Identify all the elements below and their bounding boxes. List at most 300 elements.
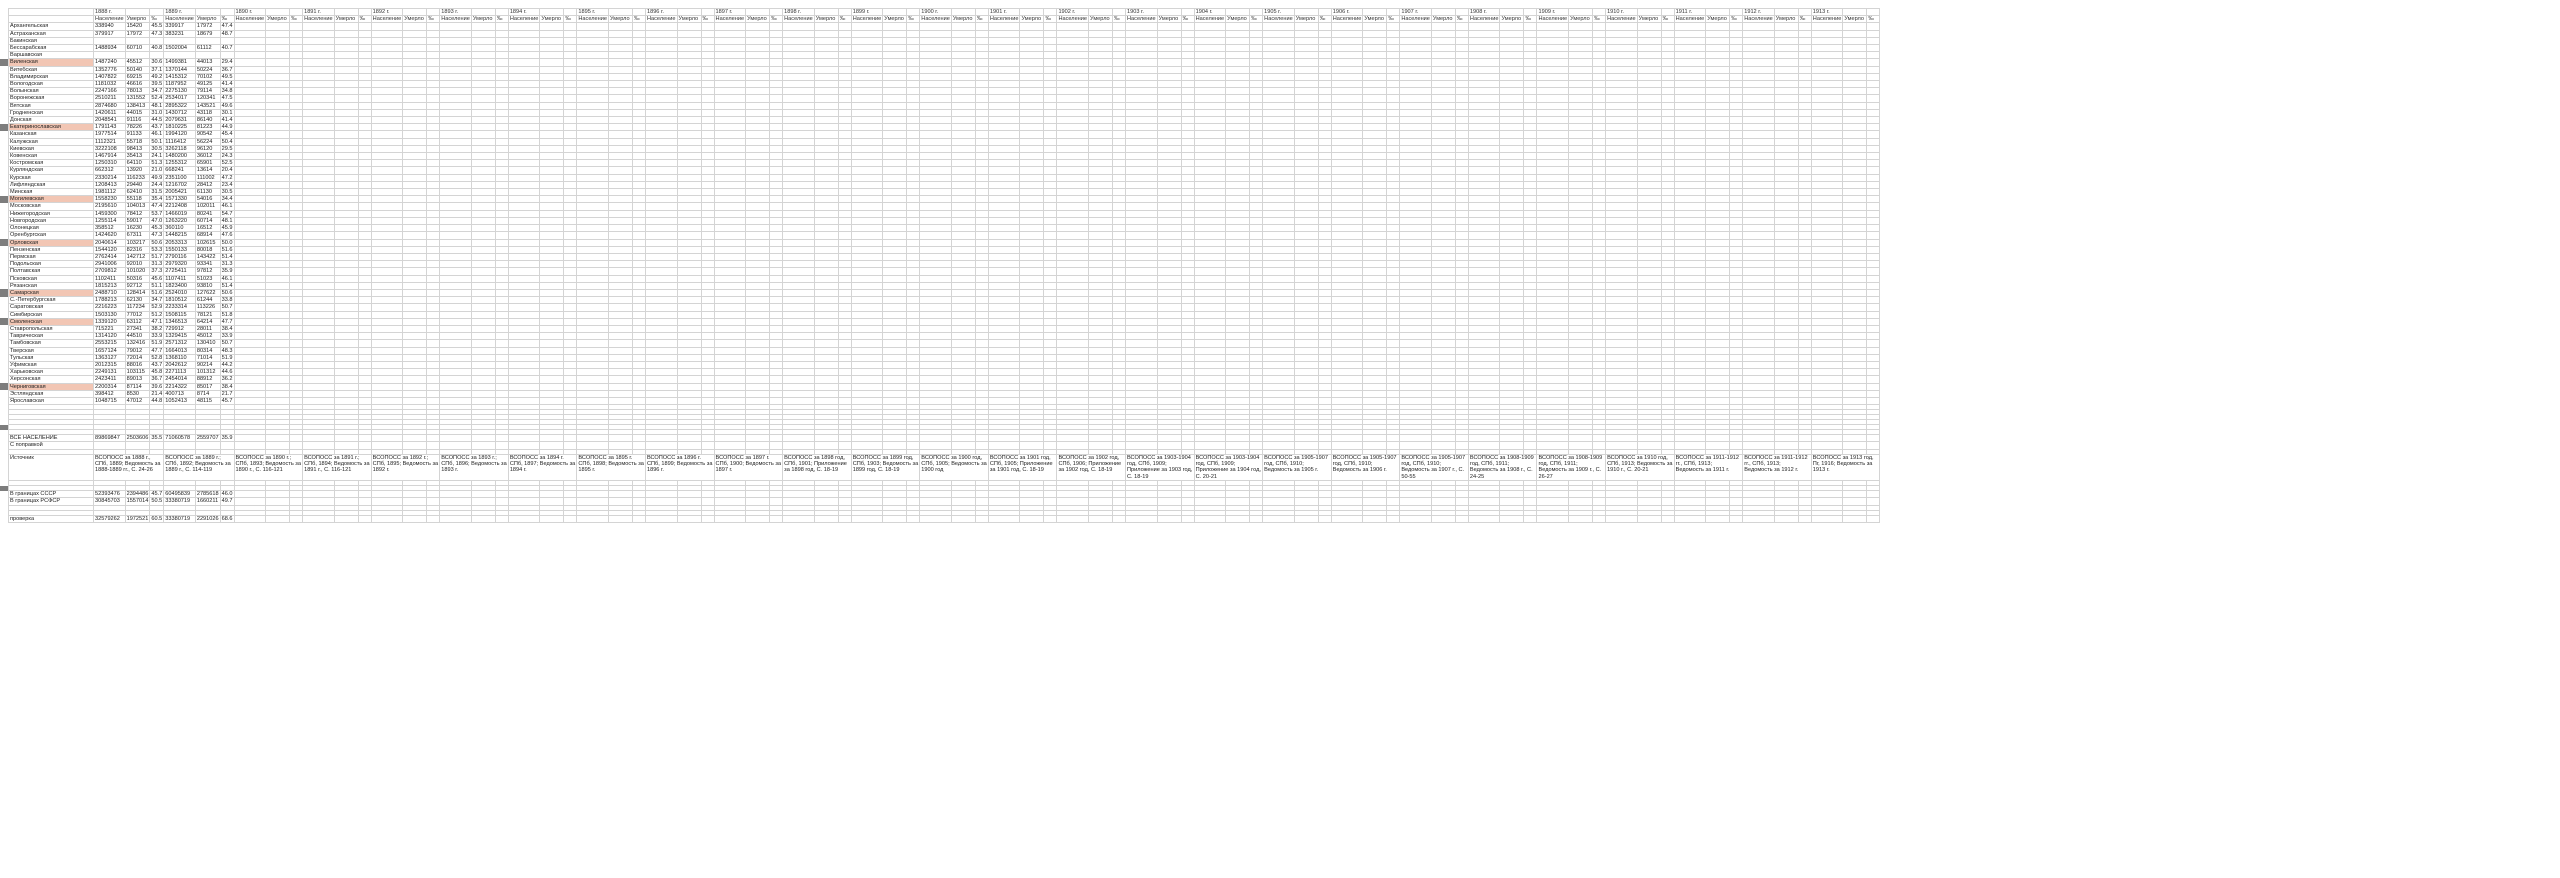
rate-cell[interactable] — [1181, 160, 1194, 167]
rate-cell[interactable] — [1798, 297, 1811, 304]
population-cell[interactable] — [577, 361, 609, 368]
deaths-cell[interactable] — [608, 102, 632, 109]
deaths-cell[interactable]: 44510 — [125, 333, 150, 340]
deaths-cell[interactable] — [1843, 232, 1867, 239]
rate-cell[interactable] — [495, 37, 508, 44]
population-cell[interactable] — [371, 383, 403, 390]
rate-cell[interactable] — [1455, 109, 1468, 116]
rate-cell[interactable] — [1044, 174, 1057, 181]
rate-cell[interactable]: 31.3 — [151, 261, 163, 268]
population-cell[interactable] — [851, 37, 883, 44]
col-header-population[interactable]: Население — [1264, 16, 1293, 23]
deaths-cell[interactable] — [1157, 124, 1181, 131]
population-cell[interactable]: 379917 — [94, 30, 126, 37]
deaths-cell[interactable] — [608, 297, 632, 304]
population-cell[interactable] — [1400, 95, 1432, 102]
region-name[interactable]: Самарская — [9, 289, 94, 296]
rate-cell[interactable] — [1113, 354, 1126, 361]
rate-cell[interactable] — [358, 304, 371, 311]
rate-cell[interactable] — [838, 347, 851, 354]
deaths-cell[interactable] — [746, 210, 770, 217]
rate-cell[interactable] — [1113, 117, 1126, 124]
population-cell[interactable] — [1126, 189, 1158, 196]
rate-cell[interactable] — [907, 217, 920, 224]
deaths-cell[interactable] — [814, 167, 838, 174]
deaths-cell[interactable] — [1637, 397, 1661, 404]
population-cell[interactable] — [1606, 376, 1638, 383]
deaths-cell[interactable] — [883, 73, 907, 80]
deaths-cell[interactable] — [334, 325, 358, 332]
population-cell[interactable] — [303, 109, 335, 116]
population-cell[interactable] — [783, 261, 815, 268]
deaths-cell[interactable] — [1020, 289, 1044, 296]
population-cell[interactable] — [440, 131, 472, 138]
deaths-cell[interactable] — [334, 333, 358, 340]
rate-cell[interactable]: 36.2 — [221, 376, 233, 383]
rate-cell[interactable] — [975, 81, 988, 88]
population-cell[interactable] — [783, 30, 815, 37]
totals-row-value[interactable] — [1706, 435, 1730, 442]
deaths-cell[interactable] — [540, 37, 564, 44]
rate-cell[interactable] — [975, 124, 988, 131]
rate-cell[interactable] — [838, 311, 851, 318]
population-cell[interactable] — [94, 52, 126, 59]
rate-cell[interactable] — [290, 131, 303, 138]
rate-cell[interactable] — [358, 73, 371, 80]
population-cell[interactable] — [1811, 210, 1843, 217]
deaths-cell[interactable] — [1637, 390, 1661, 397]
rate-cell[interactable] — [1181, 153, 1194, 160]
deaths-cell[interactable] — [1020, 167, 1044, 174]
deaths-cell[interactable]: 113226 — [195, 304, 220, 311]
population-cell[interactable] — [645, 160, 677, 167]
population-cell[interactable] — [1126, 95, 1158, 102]
rate-cell[interactable] — [907, 203, 920, 210]
deaths-cell[interactable] — [746, 181, 770, 188]
population-cell[interactable] — [440, 311, 472, 318]
cell[interactable] — [1181, 9, 1194, 16]
year-header[interactable]: 1902 г. — [1057, 9, 1089, 16]
deaths-cell[interactable] — [403, 30, 427, 37]
deaths-cell[interactable] — [1569, 297, 1593, 304]
rate-cell[interactable]: 53.7 — [151, 210, 163, 217]
rate-cell[interactable] — [1593, 289, 1606, 296]
deaths-cell[interactable] — [608, 174, 632, 181]
population-cell[interactable] — [1194, 239, 1226, 246]
rate-cell[interactable] — [495, 138, 508, 145]
population-cell[interactable] — [988, 52, 1020, 59]
population-cell[interactable] — [1537, 124, 1569, 131]
rate-cell[interactable] — [838, 66, 851, 73]
population-cell[interactable] — [1194, 347, 1226, 354]
population-cell[interactable] — [783, 354, 815, 361]
population-cell[interactable] — [714, 196, 746, 203]
population-cell[interactable] — [920, 261, 952, 268]
deaths-cell[interactable] — [540, 333, 564, 340]
deaths-cell[interactable] — [1089, 261, 1113, 268]
rate-cell[interactable] — [290, 189, 303, 196]
rate-cell[interactable] — [1044, 304, 1057, 311]
rate-cell[interactable] — [1661, 340, 1674, 347]
deaths-cell[interactable] — [1637, 66, 1661, 73]
rate-cell[interactable] — [1867, 225, 1880, 232]
deaths-cell[interactable] — [1843, 225, 1867, 232]
rate-cell[interactable]: 51.7 — [151, 253, 163, 260]
deaths-cell[interactable] — [814, 145, 838, 152]
deaths-cell[interactable] — [1637, 153, 1661, 160]
population-cell[interactable] — [645, 253, 677, 260]
cell[interactable] — [440, 442, 472, 449]
population-cell[interactable]: 729912 — [164, 325, 196, 332]
population-cell[interactable] — [714, 304, 746, 311]
rate-cell[interactable]: 44.8 — [151, 397, 163, 404]
rate-cell[interactable] — [701, 181, 714, 188]
rate-cell[interactable] — [1113, 253, 1126, 260]
rate-cell[interactable] — [1661, 203, 1674, 210]
population-cell[interactable] — [1674, 275, 1706, 282]
col-header-population[interactable]: Население — [715, 16, 745, 23]
deaths-cell[interactable] — [1637, 88, 1661, 95]
rate-cell[interactable] — [975, 145, 988, 152]
rate-cell[interactable] — [1387, 282, 1400, 289]
population-cell[interactable] — [577, 333, 609, 340]
population-cell[interactable] — [1126, 81, 1158, 88]
population-cell[interactable]: 2895322 — [164, 102, 196, 109]
population-cell[interactable] — [234, 138, 266, 145]
population-cell[interactable] — [234, 239, 266, 246]
rate-cell[interactable] — [1455, 333, 1468, 340]
rate-cell[interactable] — [1455, 289, 1468, 296]
rate-cell[interactable] — [770, 117, 783, 124]
rate-cell[interactable] — [701, 397, 714, 404]
rate-cell[interactable] — [1524, 45, 1537, 52]
deaths-cell[interactable] — [677, 109, 701, 116]
population-cell[interactable] — [1674, 189, 1706, 196]
population-cell[interactable] — [851, 253, 883, 260]
rate-cell[interactable] — [907, 289, 920, 296]
cell[interactable] — [564, 9, 577, 16]
population-cell[interactable] — [714, 232, 746, 239]
population-cell[interactable] — [1057, 261, 1089, 268]
totals-row-value[interactable] — [266, 435, 290, 442]
rate-cell[interactable] — [1044, 117, 1057, 124]
population-cell[interactable] — [851, 383, 883, 390]
population-cell[interactable] — [1263, 232, 1295, 239]
rate-cell[interactable] — [632, 282, 645, 289]
rate-cell[interactable] — [770, 376, 783, 383]
deaths-cell[interactable] — [1294, 282, 1318, 289]
population-cell[interactable] — [1263, 153, 1295, 160]
rate-cell[interactable] — [1593, 217, 1606, 224]
deaths-cell[interactable] — [1500, 210, 1524, 217]
population-cell[interactable] — [371, 95, 403, 102]
deaths-cell[interactable] — [1431, 37, 1455, 44]
deaths-cell[interactable] — [1157, 397, 1181, 404]
deaths-cell[interactable] — [1500, 261, 1524, 268]
population-cell[interactable]: 1502004 — [164, 45, 196, 52]
deaths-cell[interactable] — [334, 282, 358, 289]
deaths-cell[interactable] — [1363, 376, 1387, 383]
population-cell[interactable] — [508, 246, 540, 253]
deaths-cell[interactable] — [1431, 117, 1455, 124]
population-cell[interactable] — [1811, 268, 1843, 275]
deaths-cell[interactable] — [1500, 23, 1524, 30]
rate-cell[interactable] — [1593, 354, 1606, 361]
totals-row-value[interactable] — [1057, 435, 1089, 442]
rate-cell[interactable] — [701, 282, 714, 289]
rate-cell[interactable] — [632, 297, 645, 304]
population-cell[interactable] — [1674, 390, 1706, 397]
rate-cell[interactable] — [632, 275, 645, 282]
rate-cell[interactable] — [1455, 52, 1468, 59]
population-cell[interactable] — [577, 102, 609, 109]
deaths-cell[interactable] — [608, 383, 632, 390]
deaths-cell[interactable] — [1020, 59, 1044, 66]
deaths-cell[interactable] — [471, 81, 495, 88]
deaths-cell[interactable] — [1431, 167, 1455, 174]
deaths-cell[interactable] — [1431, 397, 1455, 404]
population-cell[interactable] — [1057, 66, 1089, 73]
population-cell[interactable] — [1194, 225, 1226, 232]
population-cell[interactable] — [1811, 304, 1843, 311]
rate-cell[interactable] — [427, 311, 440, 318]
population-cell[interactable] — [1331, 289, 1363, 296]
rate-cell[interactable] — [1318, 37, 1331, 44]
rate-cell[interactable] — [564, 347, 577, 354]
deaths-cell[interactable] — [608, 203, 632, 210]
cell[interactable] — [838, 9, 851, 16]
deaths-cell[interactable] — [951, 153, 975, 160]
population-cell[interactable] — [508, 289, 540, 296]
population-cell[interactable]: 2247166 — [94, 88, 126, 95]
deaths-cell[interactable] — [1431, 45, 1455, 52]
deaths-cell[interactable] — [403, 217, 427, 224]
rate-cell[interactable] — [701, 297, 714, 304]
deaths-cell[interactable] — [746, 174, 770, 181]
deaths-cell[interactable] — [1569, 275, 1593, 282]
rate-cell[interactable] — [632, 239, 645, 246]
deaths-cell[interactable] — [883, 390, 907, 397]
rate-cell[interactable] — [1250, 376, 1263, 383]
deaths-cell[interactable] — [746, 145, 770, 152]
col-header-rate[interactable]: ‰ — [975, 16, 988, 23]
rate-cell[interactable] — [1181, 30, 1194, 37]
deaths-cell[interactable] — [1020, 23, 1044, 30]
deaths-cell[interactable] — [1569, 95, 1593, 102]
rate-cell[interactable] — [1661, 124, 1674, 131]
population-cell[interactable] — [783, 232, 815, 239]
population-cell[interactable] — [783, 333, 815, 340]
deaths-cell[interactable] — [1157, 88, 1181, 95]
population-cell[interactable] — [714, 88, 746, 95]
deaths-cell[interactable] — [1157, 66, 1181, 73]
population-cell[interactable] — [440, 45, 472, 52]
population-cell[interactable] — [920, 37, 952, 44]
population-cell[interactable] — [1331, 239, 1363, 246]
rate-cell[interactable] — [1387, 311, 1400, 318]
rate-cell[interactable] — [975, 203, 988, 210]
population-cell[interactable] — [1331, 145, 1363, 152]
rate-cell[interactable] — [975, 239, 988, 246]
population-cell[interactable] — [783, 268, 815, 275]
rate-cell[interactable] — [1113, 95, 1126, 102]
rate-cell[interactable] — [1250, 95, 1263, 102]
rate-cell[interactable] — [290, 102, 303, 109]
population-cell[interactable] — [303, 369, 335, 376]
rate-cell[interactable] — [1113, 189, 1126, 196]
population-cell[interactable] — [988, 261, 1020, 268]
population-cell[interactable] — [371, 88, 403, 95]
deaths-cell[interactable] — [608, 347, 632, 354]
rate-cell[interactable] — [427, 81, 440, 88]
rate-cell[interactable] — [1661, 117, 1674, 124]
population-cell[interactable] — [1537, 361, 1569, 368]
col-header-population[interactable]: Население — [1812, 16, 1842, 23]
region-name[interactable]: Рязанская — [9, 282, 94, 289]
rate-cell[interactable]: 38.2 — [151, 325, 163, 332]
rate-cell[interactable]: 54.7 — [221, 210, 233, 217]
rate-cell[interactable] — [1455, 347, 1468, 354]
deaths-cell[interactable] — [1020, 138, 1044, 145]
deaths-cell[interactable] — [1569, 289, 1593, 296]
rate-cell[interactable] — [1730, 361, 1743, 368]
rate-cell[interactable] — [1455, 253, 1468, 260]
population-cell[interactable] — [1263, 275, 1295, 282]
deaths-cell[interactable] — [471, 376, 495, 383]
population-cell[interactable] — [1263, 131, 1295, 138]
population-cell[interactable] — [577, 88, 609, 95]
population-cell[interactable] — [508, 297, 540, 304]
deaths-cell[interactable] — [1500, 333, 1524, 340]
rate-cell[interactable] — [495, 153, 508, 160]
deaths-cell[interactable]: 45512 — [125, 59, 150, 66]
rate-cell[interactable] — [975, 246, 988, 253]
totals-sub-label[interactable]: С поправкой — [9, 442, 94, 449]
rate-cell[interactable] — [1661, 253, 1674, 260]
deaths-cell[interactable] — [814, 297, 838, 304]
deaths-cell[interactable] — [1431, 232, 1455, 239]
rate-cell[interactable] — [907, 376, 920, 383]
rate-cell[interactable] — [427, 318, 440, 325]
totals-row-value[interactable] — [1867, 435, 1880, 442]
rate-cell[interactable] — [1455, 325, 1468, 332]
population-cell[interactable] — [1263, 340, 1295, 347]
deaths-cell[interactable] — [746, 81, 770, 88]
population-cell[interactable] — [508, 88, 540, 95]
deaths-cell[interactable]: 45012 — [195, 333, 220, 340]
rate-cell[interactable] — [1661, 102, 1674, 109]
population-cell[interactable] — [988, 102, 1020, 109]
deaths-cell[interactable] — [471, 304, 495, 311]
population-cell[interactable] — [1674, 145, 1706, 152]
deaths-cell[interactable] — [1637, 311, 1661, 318]
rate-cell[interactable] — [1798, 160, 1811, 167]
rate-cell[interactable] — [427, 95, 440, 102]
rate-cell[interactable] — [1524, 369, 1537, 376]
deaths-cell[interactable] — [814, 174, 838, 181]
population-cell[interactable] — [920, 102, 952, 109]
rate-cell[interactable]: 46.1 — [221, 203, 233, 210]
population-cell[interactable] — [1126, 210, 1158, 217]
deaths-cell[interactable] — [334, 268, 358, 275]
rate-cell[interactable] — [427, 210, 440, 217]
population-cell[interactable] — [234, 203, 266, 210]
deaths-cell[interactable] — [1706, 109, 1730, 116]
deaths-cell[interactable] — [608, 361, 632, 368]
deaths-cell[interactable] — [334, 153, 358, 160]
rate-cell[interactable] — [975, 289, 988, 296]
deaths-cell[interactable] — [951, 311, 975, 318]
rate-cell[interactable] — [975, 275, 988, 282]
rate-cell[interactable] — [1593, 81, 1606, 88]
rate-cell[interactable] — [975, 361, 988, 368]
deaths-cell[interactable] — [1294, 109, 1318, 116]
rate-cell[interactable] — [358, 167, 371, 174]
population-cell[interactable] — [783, 145, 815, 152]
deaths-cell[interactable] — [1431, 95, 1455, 102]
rate-cell[interactable] — [495, 304, 508, 311]
col-header-rate[interactable]: ‰ — [1524, 16, 1537, 23]
rate-cell[interactable] — [838, 289, 851, 296]
population-cell[interactable] — [1400, 131, 1432, 138]
col-header-deaths[interactable]: Умерло — [1020, 16, 1044, 23]
rate-cell[interactable] — [1318, 124, 1331, 131]
population-cell[interactable] — [920, 52, 952, 59]
cell[interactable] — [358, 9, 371, 16]
cell[interactable] — [234, 442, 266, 449]
deaths-cell[interactable] — [608, 376, 632, 383]
population-cell[interactable] — [1606, 369, 1638, 376]
population-cell[interactable] — [1331, 253, 1363, 260]
rate-cell[interactable] — [975, 189, 988, 196]
rate-cell[interactable] — [358, 246, 371, 253]
population-cell[interactable] — [645, 361, 677, 368]
population-cell[interactable] — [1331, 196, 1363, 203]
rate-cell[interactable] — [907, 297, 920, 304]
deaths-cell[interactable] — [814, 102, 838, 109]
rate-cell[interactable] — [1250, 311, 1263, 318]
population-cell[interactable] — [1400, 225, 1432, 232]
population-cell[interactable] — [714, 318, 746, 325]
deaths-cell[interactable] — [1020, 217, 1044, 224]
rate-cell[interactable] — [427, 23, 440, 30]
rate-cell[interactable] — [907, 102, 920, 109]
rate-cell[interactable] — [1387, 340, 1400, 347]
year-header[interactable]: 1896 г. — [645, 9, 677, 16]
deaths-cell[interactable] — [1774, 261, 1798, 268]
population-cell[interactable] — [1811, 153, 1843, 160]
deaths-cell[interactable] — [1569, 145, 1593, 152]
deaths-cell[interactable] — [540, 181, 564, 188]
population-cell[interactable] — [988, 217, 1020, 224]
population-cell[interactable] — [508, 282, 540, 289]
population-cell[interactable]: 1823400 — [164, 282, 196, 289]
deaths-cell[interactable] — [1226, 109, 1250, 116]
deaths-cell[interactable] — [1500, 289, 1524, 296]
population-cell[interactable] — [440, 102, 472, 109]
deaths-cell[interactable] — [1226, 203, 1250, 210]
population-cell[interactable] — [1263, 59, 1295, 66]
deaths-cell[interactable] — [540, 145, 564, 152]
population-cell[interactable]: 1499381 — [164, 59, 196, 66]
population-cell[interactable] — [440, 167, 472, 174]
rate-cell[interactable] — [564, 210, 577, 217]
rate-cell[interactable] — [564, 37, 577, 44]
rate-cell[interactable] — [701, 369, 714, 376]
rate-cell[interactable] — [1387, 397, 1400, 404]
rate-cell[interactable] — [1730, 167, 1743, 174]
deaths-cell[interactable] — [951, 383, 975, 390]
